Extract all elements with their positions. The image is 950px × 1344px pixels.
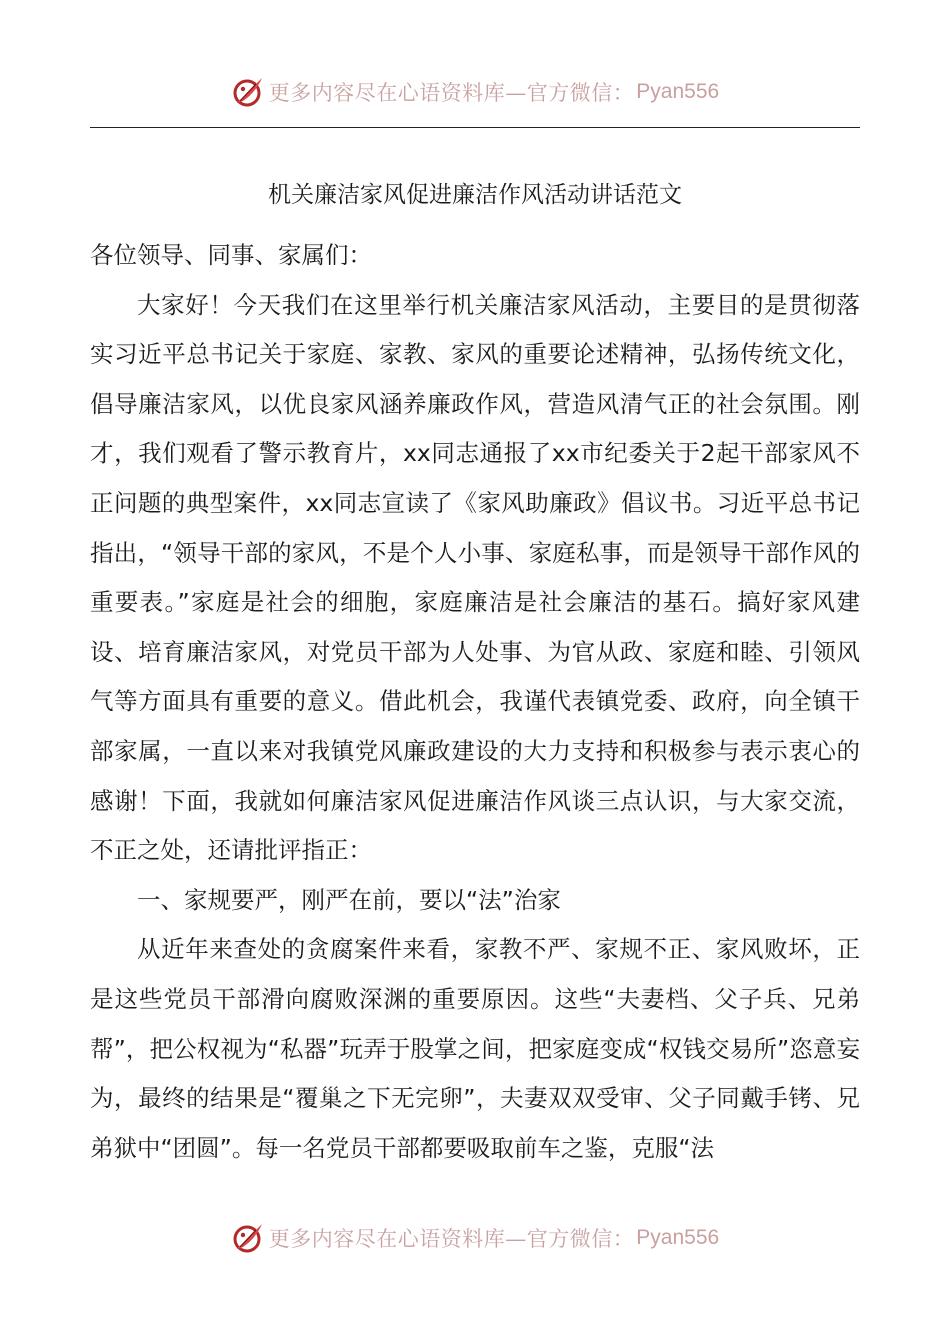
body-paragraph: 从近年来查处的贪腐案件来看，家教不严、家规不正、家风败坏，正是这些党员干部滑向腐败深渊的重要原因。这些“夫妻档、父子兵、兄弟帮”，把公权视为“私器”玩弄于股掌之间，把家庭变成“权钱交易所”恣意妄为，最终的结果是“覆巢之下无完卵”，夫妻双双受审、父子同戴手铐、兄弟狱中“团圆”。每一名党员干部都要吸取前车之鉴，克服“法 bbox=[90, 935, 860, 1162]
salutation: 各位领导、同事、家属们： bbox=[90, 241, 372, 269]
banner-text: 更多内容尽在心语资料库—官方微信： bbox=[268, 81, 635, 105]
header-divider bbox=[90, 127, 860, 128]
header-banner bbox=[0, 72, 950, 112]
document-body bbox=[90, 231, 860, 1173]
quill-logo-icon bbox=[231, 1221, 265, 1255]
banner-text: 更多内容尽在心语资料库—官方微信： bbox=[268, 1227, 635, 1251]
wechat-handle: Pyan556 bbox=[636, 1226, 720, 1249]
quill-logo-icon bbox=[231, 75, 265, 109]
wechat-handle: Pyan556 bbox=[636, 80, 720, 103]
document-title: 机关廉洁家风促进廉洁作风活动讲话范文 bbox=[268, 182, 682, 208]
body-paragraph: 大家好！今天我们在这里举行机关廉洁家风活动，主要目的是贯彻落实习近平总书记关于家庭、家教、家风的重要论述精神，弘扬传统文化，倡导廉洁家风，以优良家风涵养廉政作风，营造风清气正的社会氛围。刚才，我们观看了警示教育片，xx同志通报了xx市纪委关于2起干部家风不正问题的典型案件，xx同志宣读了《家风助廉政》倡议书。习近平总书记指出，“领导干部的家风，不是个人小事、家庭私事，而是领导干部作风的重要表。”家庭是社会的细胞，家庭廉洁是社会廉洁的基石。搞好家风建设、培育廉洁家风，对党员干部为人处事、为官从政、家庭和睦、引领风气等方面具有重要的意义。借此机会，我谨代表镇党委、政府，向全镇干部家属，一直以来对我镇党风廉政建设的大力支持和积极参与表示衷心的感谢！下面，我就如何廉洁家风促进廉洁作风谈三点认识，与大家交流，不正之处，还请批评指正： bbox=[90, 290, 860, 865]
section-heading: 一、家规要严，刚严在前，要以“法”治家 bbox=[137, 885, 561, 914]
footer-banner bbox=[0, 1218, 950, 1258]
